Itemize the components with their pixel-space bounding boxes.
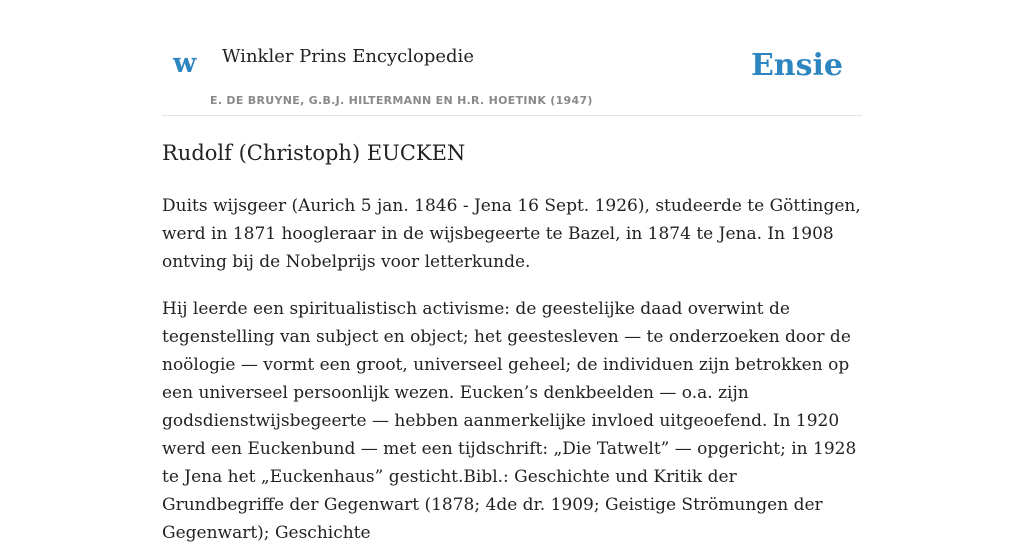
ensie-brand-link[interactable]: Ensie	[750, 48, 843, 83]
article-title: Rudolf (Christoph) EUCKEN	[162, 141, 466, 165]
source-title[interactable]: Winkler Prins Encyclopedie	[222, 46, 474, 67]
winkler-prins-logo[interactable]: w	[173, 48, 197, 79]
content-container	[162, 0, 862, 543]
source-authors: E. DE BRUYNE, G.B.J. HILTERMANN EN H.R. HOETINK (1947)	[210, 94, 593, 107]
source-header	[162, 0, 862, 116]
article-paragraph: Hij leerde een spiritualistisch activisme: de geestelijke daad overwint de tegenstelling van subject en object; het geestesleven — te onderzoeken door de noölogie — vormt een groot, universeel geheel; de individuen zijn betrokken op een universeel persoonlijk wezen. Eucken’s denkbeelden — o.a. zijn godsdienstwijsbegeerte — hebben aanmerkelijke invloed uitgeoefend. In 1920 werd een Euckenbund — met een tijdschrift: „Die Tatwelt” — opgericht; in 1928 te Jena het „Euckenhaus” gesticht.Bibl.: Geschichte und Kritik der Grundbegriffe der Gegenwart (1878; 4de dr. 1909; Geistige Strömungen der Gegenwart); Geschichte	[162, 299, 857, 543]
article-paragraph: Duits wijsgeer (Aurich 5 jan. 1846 - Jena 16 Sept. 1926), studeerde te Göttingen, werd in 1871 hoogleraar in de wijsbegeerte te Bazel, in 1874 te Jena. In 1908 ontving bij de Nobelprijs voor letterkunde.	[162, 196, 861, 272]
